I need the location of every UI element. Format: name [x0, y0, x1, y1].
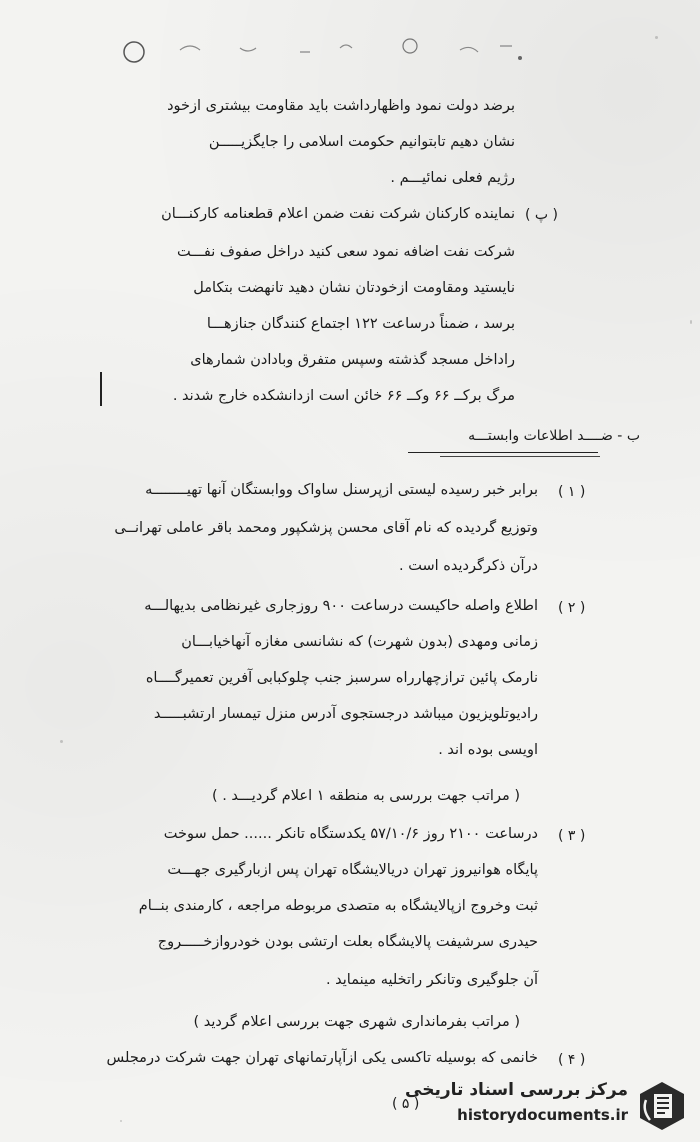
- paragraph-line: برضد دولت نمود واظهارداشت باید مقاومت بیشتری ازخود: [167, 98, 515, 114]
- item-p-line: شرکت نفت اضافه نمود سعی کنید دراخل صفوف نفـــت: [176, 244, 515, 260]
- header-stamp-marks: [120, 28, 540, 68]
- scan-speckle: [690, 320, 692, 324]
- section-heading: ب - ضــــد اطلاعات وابستـــه: [468, 428, 640, 444]
- item-2-line: اویسی بوده اند .: [438, 742, 538, 758]
- item-3-line: ثبت وخروج ازپالایشگاه به متصدی مربوطه مراجعه ، کارمندی بنــام: [138, 898, 538, 914]
- item-label-2: ( ۲ ): [558, 600, 586, 616]
- item-3-line: حیدری سرشیفت پالایشگاه بعلت ارتشی بودن خودروازخـــــروج: [157, 934, 538, 950]
- scan-speckle: [655, 36, 658, 39]
- item-1-line: درآن ذکرگردیده است .: [399, 558, 538, 574]
- item-label-3: ( ۳ ): [558, 828, 586, 844]
- item-1-line: وتوزیع گردیده که نام آقای محسن پزشکپور ومحمد باقر عاملی تهرانــی: [114, 520, 538, 536]
- heading-underline: [408, 452, 598, 453]
- item-1-line: برابر خبر رسیده لیستی ازپرسنل ساواک ووابستگان آنها تهیــــــــه: [145, 482, 538, 498]
- paragraph-line: رژیم فعلی نمائیـــم .: [390, 170, 515, 186]
- watermark: [405, 1076, 698, 1136]
- margin-bracket: [100, 372, 108, 406]
- item-p-line: نماینده کارکنان شرکت نفت ضمن اعلام قطعنامه کارکنـــان: [161, 206, 515, 222]
- item-label-1: ( ۱ ): [558, 484, 586, 500]
- item-p-line: برسد ، ضمناً درساعت ۱۲۲ اجتماع کنندگان جنازهـــا: [206, 316, 515, 332]
- item-label-4: ( ۴ ): [558, 1052, 586, 1068]
- scan-speckle: [60, 740, 63, 743]
- item-3-line: درساعت ۲۱۰۰ روز ۵۷/۱۰/۶ یکدستگاه تانکر ...... حمل سوخت: [163, 826, 538, 842]
- item-2-line: اطلاع واصله حاکیست درساعت ۹۰۰ روزجاری غیرنظامی بدیهالـــه: [144, 598, 538, 614]
- item-2-line: رادیوتلویزیون میباشد درجستجوی آدرس منزل تیمسار ارتشبـــــد: [153, 706, 538, 722]
- heading-underline: [440, 456, 600, 457]
- watermark-title: مرکز بررسی اسناد تاریخی: [405, 1080, 628, 1100]
- watermark-url: historydocuments.ir: [457, 1106, 628, 1124]
- item-3-line: پایگاه هوانیروز تهران دریالایشگاه تهران پس ازبارگیری جهـــت: [167, 862, 538, 878]
- item-3-note: ( مراتب بفرماندارى شهرى جهت بررسى اعلام گرديد ): [193, 1014, 520, 1030]
- item-p-line: مرگ برکــ ۶۶ وکــ ۶۶ خائن است ازدانشکده خارج شدند .: [172, 388, 515, 404]
- item-3-line: آن جلوگیری وتانکر راتخلیه مینماید .: [325, 972, 538, 988]
- item-2-line: نارمک پائین ترازچهارراه سرسبز جنب چلوکبابی آفرین تعمیرگــــاه: [145, 670, 538, 686]
- scan-speckle: [120, 1120, 122, 1122]
- item-p-line: راداخل مسجد گذشته وسپس متفرق وبادادن شمارهای: [190, 352, 515, 368]
- paragraph-line: نشان دهیم تابتوانیم حکومت اسلامی را جایگزیـــــن: [208, 134, 515, 150]
- page-number: ( ۵ ): [392, 1096, 420, 1112]
- item-2-line: زمانی ومهدی (بدون شهرت) که نشانسی مغازه آنهاخیابـــان: [181, 634, 538, 650]
- item-4-line: خانمی که بوسیله تاکسی یکی ازآپارتمانهای تهران جهت شرکت درمجلس: [106, 1050, 538, 1066]
- item-2-note: ( مراتب جهت بررسی به منطقه ۱ اعلام گردیـــد . ): [211, 788, 520, 804]
- item-label-p: ( پ ): [525, 207, 559, 223]
- archive-logo-icon: [634, 1078, 690, 1134]
- item-p-line: نایستید ومقاومت ازخودتان نشان دهید تانهضت بتکامل: [193, 280, 515, 296]
